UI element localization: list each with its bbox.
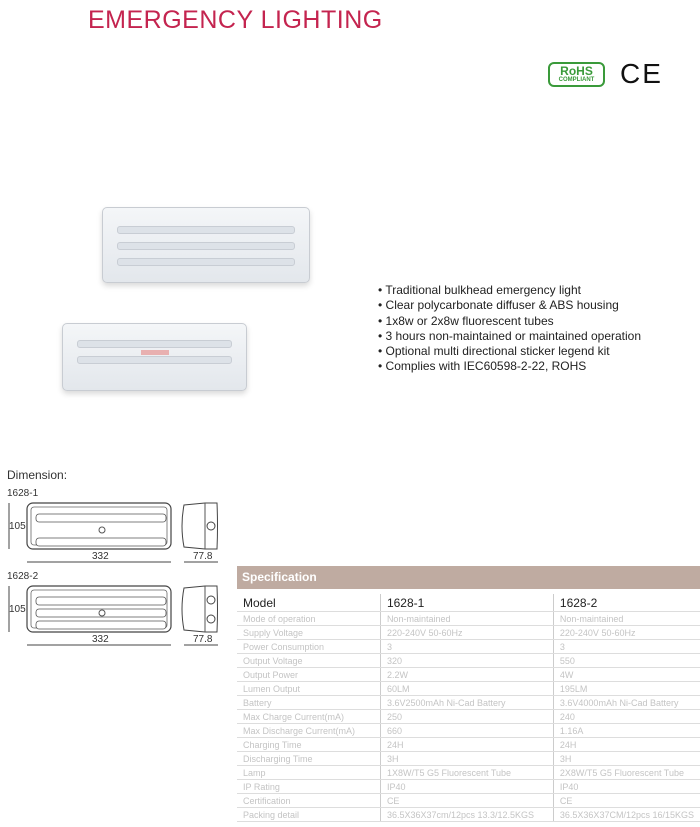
table-cell: CE — [553, 794, 700, 808]
table-row — [237, 766, 700, 780]
table-cell: Power Consumption — [237, 640, 380, 654]
table-row — [237, 626, 700, 640]
table-cell: 60LM — [380, 682, 553, 696]
table-cell: 3 — [380, 640, 553, 654]
table-cell: 3 — [553, 640, 700, 654]
table-cell: IP40 — [380, 780, 553, 794]
dimension-drawing-1628-1 — [0, 488, 235, 568]
table-cell: Supply Voltage — [237, 626, 380, 640]
table-row — [237, 612, 700, 626]
feature-list — [378, 283, 641, 375]
table-cell: Non-maintained — [553, 612, 700, 626]
dimension-heading: Dimension: — [7, 468, 68, 482]
table-cell: 3.6V4000mAh Ni-Cad Battery — [553, 696, 700, 710]
table-row — [237, 752, 700, 766]
model-label: 1628-1 — [7, 488, 39, 499]
feature-item: • Optional multi directional sticker legend kit — [378, 344, 610, 359]
feature-item: • Complies with IEC60598-2-22, ROHS — [378, 359, 587, 374]
depth-dimension: 77.8 — [193, 634, 213, 645]
table-cell: Output Power — [237, 668, 380, 682]
table-header-row — [237, 594, 700, 612]
table-cell: Lamp — [237, 766, 380, 780]
table-cell: 3H — [380, 752, 553, 766]
table-cell: Non-maintained — [380, 612, 553, 626]
table-cell: 660 — [380, 724, 553, 738]
table-cell: 1628-1 — [380, 594, 553, 612]
table-cell: CE — [380, 794, 553, 808]
table-cell: Certification — [237, 794, 380, 808]
ce-mark-logo: CE — [620, 58, 663, 89]
table-cell: 240 — [553, 710, 700, 724]
specification-table — [237, 594, 700, 822]
table-cell: Packing detail — [237, 808, 380, 822]
table-row — [237, 794, 700, 808]
table-row — [237, 654, 700, 668]
table-cell: 4W — [553, 668, 700, 682]
length-dimension: 332 — [92, 634, 109, 645]
table-row — [237, 724, 700, 738]
table-row — [237, 668, 700, 682]
table-cell: 550 — [553, 654, 700, 668]
page-title: EMERGENCY LIGHTING — [88, 6, 383, 34]
table-cell: Charging Time — [237, 738, 380, 752]
table-cell: 2X8W/T5 G5 Fluorescent Tube — [553, 766, 700, 780]
dimension-drawing-1628-2 — [0, 571, 235, 651]
table-cell: 36.5X36X37CM/12pcs 16/15KGS — [553, 808, 700, 822]
height-dimension: 105 — [9, 604, 26, 615]
table-row — [237, 682, 700, 696]
table-cell: 24H — [380, 738, 553, 752]
table-cell: IP40 — [553, 780, 700, 794]
depth-dimension: 77.8 — [193, 551, 213, 562]
table-cell: Battery — [237, 696, 380, 710]
table-row — [237, 710, 700, 724]
table-cell: Lumen Output — [237, 682, 380, 696]
feature-item: • Clear polycarbonate diffuser & ABS housing — [378, 298, 619, 313]
table-cell: 320 — [380, 654, 553, 668]
table-cell: Discharging Time — [237, 752, 380, 766]
table-cell: Mode of operation — [237, 612, 380, 626]
table-cell: Max Charge Current(mA) — [237, 710, 380, 724]
table-cell: Model — [237, 594, 380, 612]
table-cell: 220-240V 50-60Hz — [553, 626, 700, 640]
feature-item: • Traditional bulkhead emergency light — [378, 283, 581, 297]
table-row — [237, 640, 700, 654]
table-cell: 3H — [553, 752, 700, 766]
table-row — [237, 696, 700, 710]
table-cell: 3.6V2500mAh Ni-Cad Battery — [380, 696, 553, 710]
table-row — [237, 780, 700, 794]
model-label: 1628-2 — [7, 571, 39, 582]
rohs-compliant-logo: RoHS COMPLIANT — [548, 62, 605, 87]
table-cell: 2.2W — [380, 668, 553, 682]
height-dimension: 105 — [9, 521, 26, 532]
table-cell: 36.5X36X37cm/12pcs 13.3/12.5KGS — [380, 808, 553, 822]
specification-header: Specification — [237, 566, 700, 589]
table-cell: 250 — [380, 710, 553, 724]
table-cell: IP Rating — [237, 780, 380, 794]
table-cell: 24H — [553, 738, 700, 752]
table-cell: Output Voltage — [237, 654, 380, 668]
table-cell: Max Discharge Current(mA) — [237, 724, 380, 738]
table-cell: 1628-2 — [553, 594, 700, 612]
table-row — [237, 738, 700, 752]
table-cell: 220-240V 50-60Hz — [380, 626, 553, 640]
feature-item: • 3 hours non-maintained or maintained operation — [378, 328, 642, 343]
table-cell: 195LM — [553, 682, 700, 696]
length-dimension: 332 — [92, 551, 109, 562]
table-row — [237, 808, 700, 822]
table-cell: 1X8W/T5 G5 Fluorescent Tube — [380, 766, 553, 780]
feature-item: • 1x8w or 2x8w fluorescent tubes — [378, 313, 554, 328]
product-image-1628-2 — [102, 207, 310, 283]
table-cell: 1.16A — [553, 724, 700, 738]
product-image-1628-1 — [62, 323, 247, 391]
